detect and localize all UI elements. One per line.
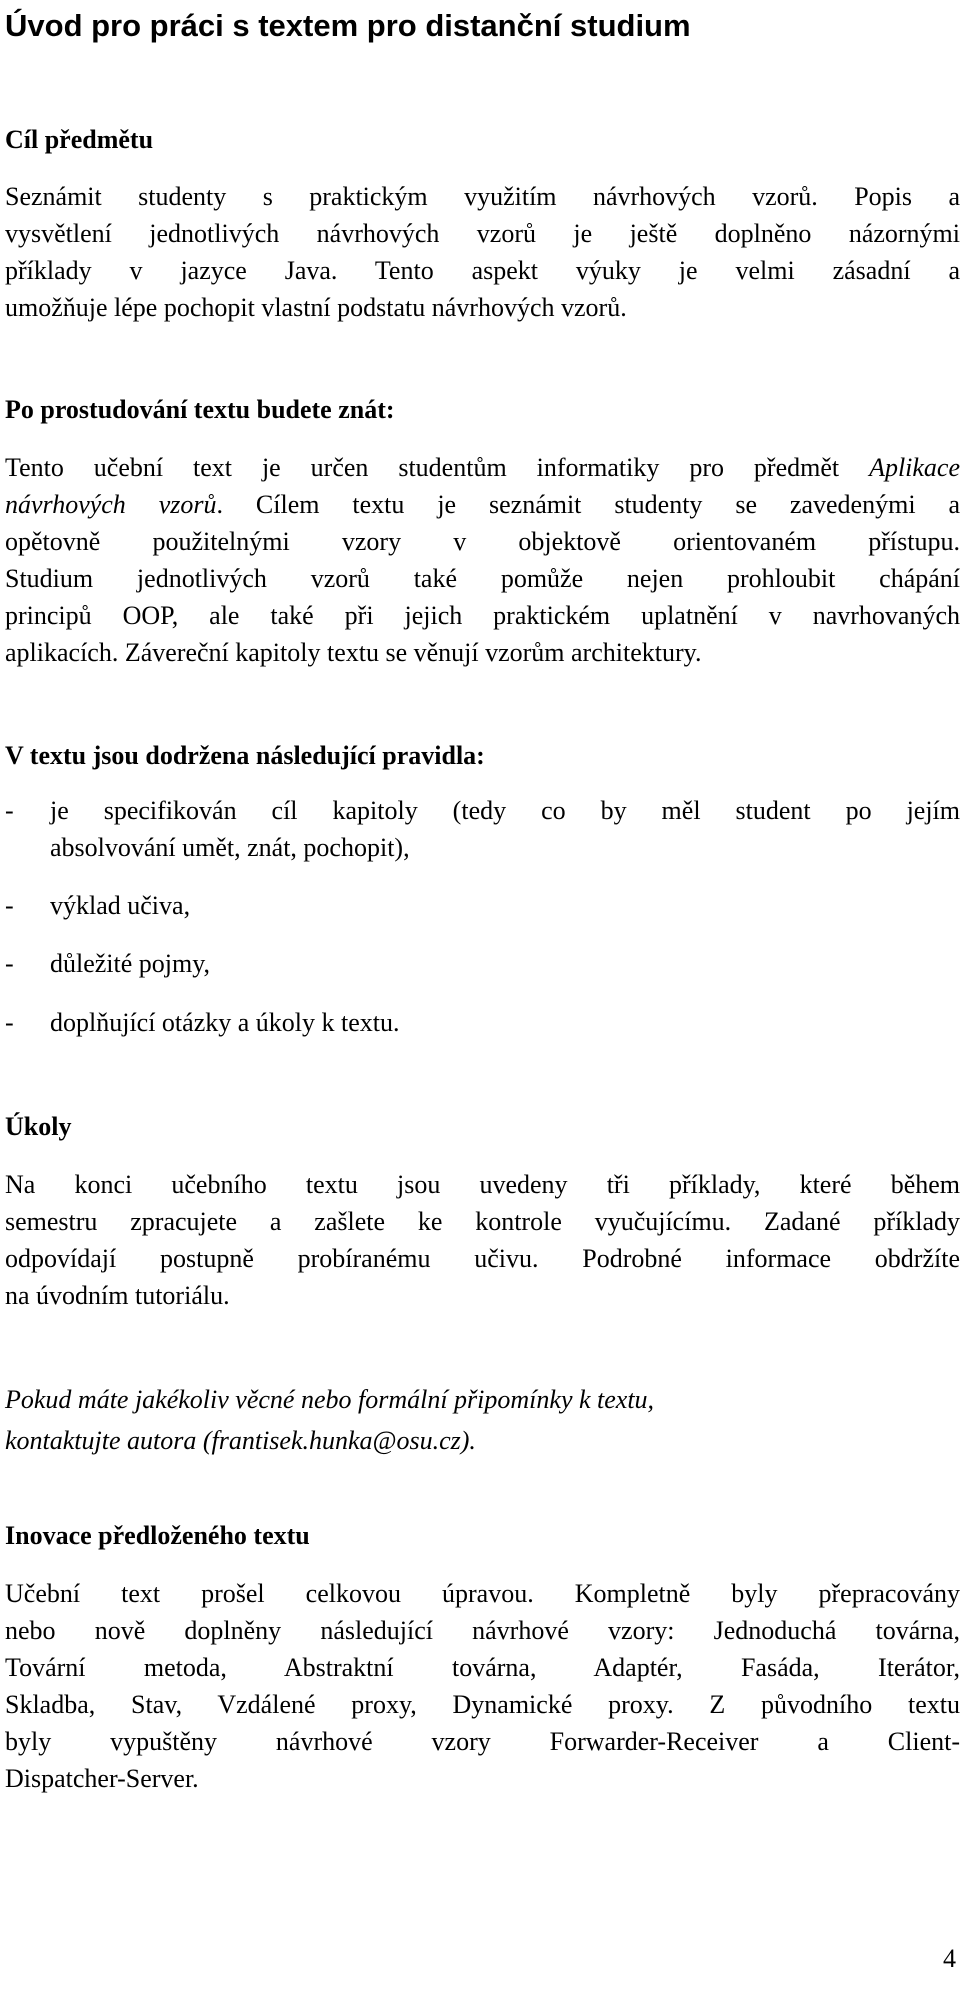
tasks-heading: Úkoly xyxy=(5,1112,72,1141)
course-name-part-2: návrhových vzorů xyxy=(5,490,217,519)
after-study-line-5: principů OOP, ale také při jejich praktickém uplatnění v navrhovaných xyxy=(5,601,960,630)
goal-line-1: Seznámit studenty s praktickým využitím návrhových vzorů. Popis a xyxy=(5,182,960,211)
after-study-line-6: aplikacích. Závereční kapitoly textu se věnují vzorům architektury. xyxy=(5,638,702,667)
rules-heading: V textu jsou dodržena následující pravidla: xyxy=(5,741,485,770)
innovation-line-1: Učební text prošel celkovou úpravou. Kompletně byly přepracovány xyxy=(5,1579,960,1608)
page-number: 4 xyxy=(943,1944,956,1973)
tasks-line-3: odpovídají postupně probíranému učivu. Podrobné informace obdržíte xyxy=(5,1244,960,1273)
after-study-line-2-text: . Cílem textu je seznámit studenty se zavedenými a xyxy=(216,490,960,519)
innovation-line-3: Tovární metoda, Abstraktní továrna, Adaptér, Fasáda, Iterátor, xyxy=(5,1653,960,1682)
contact-line-1: Pokud máte jakékoliv věcné nebo formální připomínky k textu, xyxy=(5,1385,655,1414)
contact-line-2: kontaktujte autora (frantisek.hunka@osu.cz). xyxy=(5,1426,476,1455)
page-title: Úvod pro práci s textem pro distanční studium xyxy=(5,8,691,43)
rules-item-1-line-1: je specifikován cíl kapitoly (tedy co by měl student po jejím xyxy=(50,796,960,825)
innovation-heading: Inovace předloženého textu xyxy=(5,1521,310,1550)
tasks-line-1: Na konci učebního textu jsou uvedeny tři příklady, které během xyxy=(5,1170,960,1199)
list-item-text: důležité pojmy, xyxy=(50,949,211,978)
goal-line-2: vysvětlení jednotlivých návrhových vzorů je ještě doplněno názornými xyxy=(5,219,960,248)
after-study-line-1 xyxy=(5,449,960,486)
contact-note xyxy=(5,1379,960,1461)
innovation-paragraph xyxy=(5,1575,960,1797)
tasks-line-2: semestru zpracujete a zašlete ke kontrole vyučujícímu. Zadané příklady xyxy=(5,1207,960,1236)
after-study-line-3: opětovně použitelnými vzory v objektově orientovaném přístupu. xyxy=(5,527,960,556)
list-dash: - xyxy=(5,796,14,825)
list-dash: - xyxy=(5,949,14,978)
goal-line-4: umožňuje lépe pochopit vlastní podstatu návrhových vzorů. xyxy=(5,293,627,322)
goal-paragraph xyxy=(5,178,960,326)
rules-item-1-line-2: absolvování umět, znát, pochopit), xyxy=(50,833,410,862)
list-item-text: výklad učiva, xyxy=(50,891,191,920)
list-item-text: doplňující otázky a úkoly k textu. xyxy=(50,1008,400,1037)
tasks-paragraph xyxy=(5,1166,960,1314)
after-study-line-2 xyxy=(5,486,960,523)
innovation-line-4: Skladba, Stav, Vzdálené proxy, Dynamické proxy. Z původního textu xyxy=(5,1690,960,1719)
list-dash: - xyxy=(5,891,14,920)
after-study-line-1-text: Tento učební text je určen studentům informatiky pro předmět xyxy=(5,453,840,482)
tasks-line-4: na úvodním tutoriálu. xyxy=(5,1281,230,1310)
after-study-paragraph xyxy=(5,449,960,671)
course-name-part-1: Aplikace xyxy=(869,453,960,482)
goal-heading: Cíl předmětu xyxy=(5,125,154,154)
innovation-line-6: Dispatcher-Server. xyxy=(5,1764,199,1793)
list-dash: - xyxy=(5,1008,14,1037)
innovation-line-5: byly vypuštěny návrhové vzory Forwarder-Receiver a Client- xyxy=(5,1727,960,1756)
after-study-line-4: Studium jednotlivých vzorů také pomůže nejen prohloubit chápání xyxy=(5,564,960,593)
after-study-heading: Po prostudování textu budete znát: xyxy=(5,395,395,424)
list-item-text xyxy=(50,792,960,866)
innovation-line-2: nebo nově doplněny následující návrhové vzory: Jednoduchá továrna, xyxy=(5,1616,960,1645)
goal-line-3: příklady v jazyce Java. Tento aspekt výuky je velmi zásadní a xyxy=(5,256,960,285)
